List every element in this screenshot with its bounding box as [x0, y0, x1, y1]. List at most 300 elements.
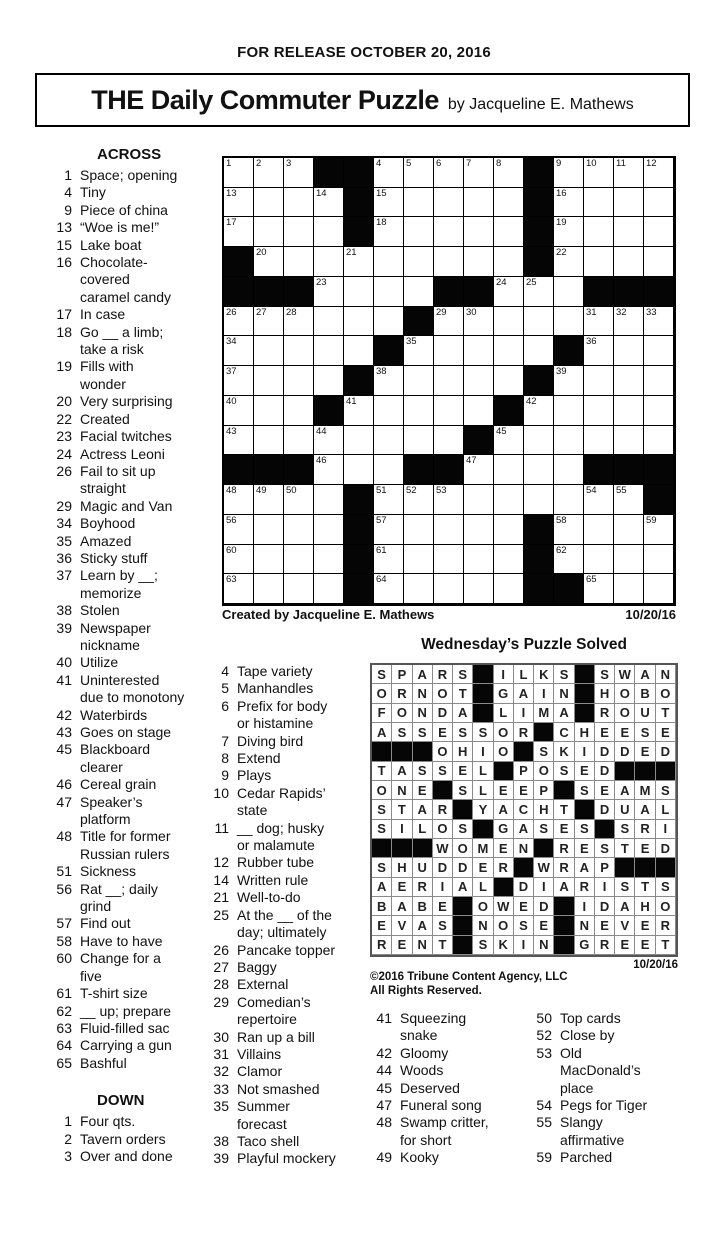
grid-cell[interactable] — [464, 545, 494, 575]
grid-cell[interactable] — [464, 307, 494, 337]
clue-number: 9 — [221, 767, 229, 784]
grid-cell[interactable] — [224, 217, 254, 247]
grid-cell[interactable] — [404, 545, 434, 575]
grid-cell[interactable] — [434, 247, 464, 277]
solved-letter: S — [458, 724, 468, 740]
grid-cell[interactable] — [314, 574, 344, 604]
grid-cell[interactable] — [314, 247, 344, 277]
grid-cell[interactable] — [254, 396, 284, 426]
clue-column-3 — [375, 1010, 535, 1167]
grid-cell[interactable] — [554, 188, 584, 218]
solved-cell — [635, 916, 655, 935]
clue-text: Rubber tube — [237, 854, 315, 871]
solved-letter: E — [498, 840, 508, 856]
cell-number: 40 — [226, 395, 237, 407]
clue-number: 1 — [64, 167, 72, 183]
solved-letter: L — [499, 705, 508, 721]
grid-cell[interactable] — [554, 485, 584, 515]
grid-cell[interactable] — [224, 574, 254, 604]
solved-cell-black — [453, 936, 473, 955]
grid-cell-black — [524, 158, 554, 188]
cell-number: 18 — [376, 217, 387, 229]
grid-cell[interactable] — [494, 188, 524, 218]
solved-letter: N — [579, 917, 589, 933]
grid-cell[interactable] — [224, 336, 254, 366]
grid-cell[interactable] — [644, 336, 674, 366]
grid-cell[interactable] — [524, 455, 554, 485]
clue — [55, 184, 220, 201]
solved-letter: R — [640, 821, 650, 837]
grid-cell[interactable] — [554, 426, 584, 456]
solved-letter: E — [397, 937, 407, 953]
grid-cell[interactable] — [314, 545, 344, 575]
grid-cell[interactable] — [224, 396, 254, 426]
solved-cell-black — [392, 839, 412, 858]
clue-number: 5 — [221, 680, 229, 697]
grid-cell[interactable] — [434, 426, 464, 456]
clue-text: Piece of china — [80, 201, 168, 218]
grid-cell[interactable] — [524, 426, 554, 456]
grid-cell[interactable] — [584, 336, 614, 366]
grid-cell[interactable] — [254, 188, 284, 218]
grid-cell[interactable] — [464, 336, 494, 366]
grid-cell[interactable] — [284, 366, 314, 396]
grid-cell[interactable] — [554, 455, 584, 485]
grid-cell[interactable] — [344, 247, 374, 277]
grid-cell[interactable] — [404, 485, 434, 515]
solved-cell — [595, 704, 615, 723]
grid-cell[interactable] — [614, 217, 644, 247]
grid-cell-black — [404, 455, 434, 485]
grid-cell[interactable] — [434, 485, 464, 515]
grid-cell[interactable] — [314, 455, 344, 485]
grid-cell[interactable] — [254, 426, 284, 456]
solved-cell — [453, 684, 473, 703]
grid-cell[interactable] — [344, 277, 374, 307]
solved-cell — [372, 762, 392, 781]
grid-cell[interactable] — [584, 247, 614, 277]
clue-text: Bashful — [80, 1054, 127, 1071]
grid-cell[interactable] — [434, 515, 464, 545]
grid-cell[interactable] — [254, 307, 284, 337]
solved-cell — [494, 820, 514, 839]
grid-cell[interactable] — [584, 485, 614, 515]
grid-cell[interactable] — [644, 515, 674, 545]
cell-number: 50 — [286, 485, 297, 497]
grid-cell[interactable] — [584, 396, 614, 426]
grid-cell[interactable] — [464, 515, 494, 545]
solved-cell-black — [635, 858, 655, 877]
crossword-grid[interactable] — [222, 156, 676, 606]
grid-cell[interactable] — [494, 336, 524, 366]
grid-cell[interactable] — [284, 426, 314, 456]
grid-cell[interactable] — [374, 515, 404, 545]
clue-number: 25 — [213, 906, 229, 923]
grid-cell[interactable] — [614, 485, 644, 515]
grid-cell[interactable] — [374, 247, 404, 277]
grid-cell[interactable] — [374, 485, 404, 515]
grid-cell[interactable] — [314, 188, 344, 218]
grid-cell[interactable] — [254, 485, 284, 515]
grid-cell[interactable] — [284, 545, 314, 575]
solved-letter: N — [539, 937, 549, 953]
grid-cell[interactable] — [434, 188, 464, 218]
grid-cell[interactable] — [224, 545, 254, 575]
grid-cell[interactable] — [494, 366, 524, 396]
solved-letter: E — [458, 763, 468, 779]
clue-number: 28 — [213, 976, 229, 993]
grid-cell[interactable] — [584, 574, 614, 604]
grid-cell[interactable] — [494, 217, 524, 247]
grid-cell[interactable] — [464, 188, 494, 218]
grid-cell[interactable] — [644, 366, 674, 396]
grid-cell[interactable] — [404, 426, 434, 456]
solved-letter: U — [620, 801, 630, 817]
grid-cell[interactable] — [584, 158, 614, 188]
grid-cell[interactable] — [554, 277, 584, 307]
grid-cell[interactable] — [224, 366, 254, 396]
solved-cell — [413, 665, 433, 684]
grid-cell[interactable] — [374, 574, 404, 604]
grid-cell[interactable] — [524, 396, 554, 426]
grid-cell[interactable] — [644, 545, 674, 575]
grid-cell[interactable] — [374, 366, 404, 396]
clue-number: 58 — [56, 932, 72, 949]
solved-cell — [554, 742, 574, 761]
grid-cell[interactable] — [254, 336, 284, 366]
grid-cell[interactable] — [434, 336, 464, 366]
grid-cell[interactable] — [404, 247, 434, 277]
grid-cell[interactable] — [494, 545, 524, 575]
grid-cell[interactable] — [464, 217, 494, 247]
solved-letter: E — [661, 724, 670, 740]
solved-letter: B — [640, 685, 650, 701]
grid-cell[interactable] — [314, 336, 344, 366]
grid-cell[interactable] — [494, 426, 524, 456]
grid-cell[interactable] — [614, 158, 644, 188]
solved-cell — [554, 878, 574, 897]
grid-cell[interactable] — [344, 307, 374, 337]
solved-cell — [534, 742, 554, 761]
grid-cell[interactable] — [374, 307, 404, 337]
grid-cell[interactable] — [314, 366, 344, 396]
grid-cell[interactable] — [404, 336, 434, 366]
solved-cell — [453, 839, 473, 858]
grid-cell[interactable] — [284, 217, 314, 247]
grid-cell[interactable] — [404, 277, 434, 307]
grid-cell[interactable] — [224, 515, 254, 545]
grid-cell[interactable] — [314, 515, 344, 545]
grid-cell[interactable] — [644, 426, 674, 456]
solved-cell — [615, 800, 635, 819]
cell-number: 6 — [436, 158, 442, 169]
clue-text: Diving bird — [237, 732, 304, 749]
solved-letter: N — [417, 685, 427, 701]
grid-cell[interactable] — [284, 574, 314, 604]
solved-letter: S — [478, 937, 488, 953]
cell-number: 41 — [346, 395, 357, 407]
grid-cell[interactable] — [404, 574, 434, 604]
grid-cell[interactable] — [584, 366, 614, 396]
grid-cell[interactable] — [614, 515, 644, 545]
grid-cell[interactable] — [464, 485, 494, 515]
clue-text: External — [237, 976, 289, 993]
grid-cell[interactable] — [374, 426, 404, 456]
solved-cell — [392, 800, 412, 819]
solved-cell — [494, 665, 514, 684]
grid-cell-black — [554, 574, 584, 604]
grid-cell[interactable] — [464, 396, 494, 426]
grid-cell[interactable] — [284, 158, 314, 188]
clue-text: Extend — [237, 750, 281, 767]
solved-letter: A — [518, 685, 529, 701]
clue-number: 62 — [56, 1002, 72, 1019]
solved-letter: K — [498, 937, 508, 953]
grid-cell[interactable] — [254, 158, 284, 188]
grid-cell[interactable] — [224, 158, 254, 188]
grid-cell[interactable] — [404, 366, 434, 396]
grid-cell[interactable] — [494, 307, 524, 337]
grid-cell[interactable] — [554, 247, 584, 277]
grid-cell[interactable] — [404, 188, 434, 218]
grid-cell[interactable] — [404, 217, 434, 247]
solved-letter: O — [619, 685, 630, 701]
grid-cell[interactable] — [254, 515, 284, 545]
grid-cell[interactable] — [224, 188, 254, 218]
solved-cell — [635, 781, 655, 800]
grid-cell[interactable] — [494, 485, 524, 515]
grid-cell[interactable] — [524, 336, 554, 366]
grid-cell-black — [584, 277, 614, 307]
grid-cell[interactable] — [524, 485, 554, 515]
grid-cell[interactable] — [494, 574, 524, 604]
cell-number: 51 — [376, 485, 387, 497]
solved-cell — [453, 781, 473, 800]
grid-cell[interactable] — [614, 188, 644, 218]
grid-cell[interactable] — [554, 217, 584, 247]
grid-cell[interactable] — [554, 158, 584, 188]
clue-number: 32 — [213, 1063, 229, 1080]
solved-cell — [392, 897, 412, 916]
grid-cell[interactable] — [284, 396, 314, 426]
grid-cell[interactable] — [284, 247, 314, 277]
clue-number: 64 — [56, 1037, 72, 1054]
grid-cell[interactable] — [554, 515, 584, 545]
grid-cell[interactable] — [614, 426, 644, 456]
grid-cell[interactable] — [554, 545, 584, 575]
grid-cell[interactable] — [494, 277, 524, 307]
grid-cell[interactable] — [434, 545, 464, 575]
grid-cell[interactable] — [374, 158, 404, 188]
grid-cell[interactable] — [434, 574, 464, 604]
solved-cell — [433, 916, 453, 935]
solved-letter: R — [397, 685, 407, 701]
grid-cell[interactable] — [644, 396, 674, 426]
cell-number: 64 — [376, 574, 387, 586]
grid-cell[interactable] — [614, 396, 644, 426]
grid-cell[interactable] — [614, 574, 644, 604]
solved-cell — [615, 704, 635, 723]
solved-letter: R — [437, 801, 448, 817]
grid-cell[interactable] — [374, 277, 404, 307]
grid-cell[interactable] — [554, 366, 584, 396]
solved-cell — [392, 762, 412, 781]
grid-cell[interactable] — [434, 307, 464, 337]
grid-cell[interactable] — [254, 217, 284, 247]
grid-cell[interactable] — [644, 188, 674, 218]
clue-text: Funeral song — [400, 1097, 482, 1114]
grid-cell[interactable] — [374, 396, 404, 426]
clue — [535, 1045, 705, 1097]
solved-cell — [473, 781, 493, 800]
solved-letter: I — [440, 879, 445, 895]
grid-cell[interactable] — [464, 247, 494, 277]
grid-cell[interactable] — [494, 515, 524, 545]
solved-letter: E — [620, 937, 630, 953]
grid-cell[interactable] — [644, 158, 674, 188]
grid-cell[interactable] — [434, 217, 464, 247]
clue-number: 26 — [213, 941, 229, 958]
grid-cell[interactable] — [524, 277, 554, 307]
solved-letter: O — [498, 917, 509, 933]
grid-cell-black — [434, 277, 464, 307]
grid-cell[interactable] — [494, 158, 524, 188]
grid-cell[interactable] — [584, 426, 614, 456]
clue-number: 4 — [221, 663, 229, 679]
solved-cell — [473, 878, 493, 897]
grid-cell[interactable] — [374, 217, 404, 247]
grid-cell[interactable] — [284, 336, 314, 366]
solved-letter: S — [539, 821, 549, 837]
grid-cell[interactable] — [614, 247, 644, 277]
grid-cell[interactable] — [494, 455, 524, 485]
grid-cell[interactable] — [494, 247, 524, 277]
clue-number: 10 — [213, 784, 229, 801]
grid-cell[interactable] — [404, 158, 434, 188]
grid-cell[interactable] — [254, 545, 284, 575]
grid-cell[interactable] — [584, 307, 614, 337]
solved-cell — [615, 820, 635, 839]
solved-letter: P — [600, 859, 609, 875]
grid-cell[interactable] — [614, 307, 644, 337]
clue-number: 18 — [56, 323, 72, 340]
grid-cell[interactable] — [404, 515, 434, 545]
grid-cell[interactable] — [644, 217, 674, 247]
solved-letter: W — [537, 859, 550, 875]
cell-number: 36 — [586, 336, 597, 348]
grid-cell[interactable] — [344, 396, 374, 426]
grid-cell[interactable] — [314, 485, 344, 515]
grid-cell[interactable] — [224, 307, 254, 337]
solved-letter: S — [417, 763, 427, 779]
solved-letter: S — [397, 724, 407, 740]
grid-cell[interactable] — [614, 336, 644, 366]
solved-cell — [615, 684, 635, 703]
solved-cell — [433, 723, 453, 742]
solved-cell — [494, 800, 514, 819]
grid-cell[interactable] — [584, 515, 614, 545]
grid-cell[interactable] — [374, 545, 404, 575]
grid-cell[interactable] — [614, 545, 644, 575]
clue-text: Carrying a gun — [80, 1037, 172, 1054]
grid-cell[interactable] — [464, 366, 494, 396]
grid-cell[interactable] — [284, 307, 314, 337]
solved-letter: E — [620, 724, 630, 740]
grid-cell[interactable] — [464, 455, 494, 485]
clue-number: 17 — [56, 306, 72, 323]
clue — [55, 219, 220, 236]
solved-letter: A — [397, 898, 407, 914]
grid-cell[interactable] — [254, 247, 284, 277]
cell-number: 13 — [226, 187, 237, 199]
grid-cell[interactable] — [254, 574, 284, 604]
grid-cell[interactable] — [464, 158, 494, 188]
clue-number: 48 — [376, 1114, 392, 1131]
grid-cell[interactable] — [314, 277, 344, 307]
solved-letter: L — [478, 879, 487, 895]
grid-cell[interactable] — [434, 396, 464, 426]
grid-cell-black — [524, 247, 554, 277]
grid-cell[interactable] — [314, 307, 344, 337]
grid-cell[interactable] — [374, 455, 404, 485]
grid-cell[interactable] — [254, 366, 284, 396]
solved-cell — [656, 684, 676, 703]
solved-cell — [635, 878, 655, 897]
solved-letter: T — [661, 937, 670, 953]
grid-cell[interactable] — [284, 188, 314, 218]
clue-text: Change for a five — [80, 950, 161, 984]
grid-cell[interactable] — [434, 158, 464, 188]
grid-cell[interactable] — [314, 426, 344, 456]
grid-cell[interactable] — [284, 485, 314, 515]
solved-cell — [554, 839, 574, 858]
grid-cell[interactable] — [584, 217, 614, 247]
solved-cell — [514, 916, 534, 935]
solved-letter: S — [438, 917, 447, 933]
grid-cell[interactable] — [344, 336, 374, 366]
grid-cell[interactable] — [434, 366, 464, 396]
created-by-credit: Created by Jacqueline E. Mathews — [222, 607, 435, 622]
grid-cell[interactable] — [614, 366, 644, 396]
grid-cell[interactable] — [644, 247, 674, 277]
grid-cell[interactable] — [554, 307, 584, 337]
grid-cell[interactable] — [644, 307, 674, 337]
grid-cell[interactable] — [584, 188, 614, 218]
cell-number: 22 — [556, 247, 567, 259]
grid-cell[interactable] — [524, 307, 554, 337]
clue-text: Boyhood — [80, 515, 136, 532]
grid-cell[interactable] — [584, 545, 614, 575]
grid-cell[interactable] — [374, 188, 404, 218]
grid-cell[interactable] — [344, 455, 374, 485]
clue — [212, 976, 370, 993]
grid-cell[interactable] — [314, 217, 344, 247]
solved-letter: S — [559, 666, 569, 682]
grid-cell-black — [284, 277, 314, 307]
grid-cell[interactable] — [224, 426, 254, 456]
grid-cell[interactable] — [644, 574, 674, 604]
solved-cell — [453, 858, 473, 877]
grid-cell[interactable] — [554, 396, 584, 426]
grid-cell[interactable] — [404, 396, 434, 426]
grid-cell[interactable] — [284, 515, 314, 545]
grid-cell[interactable] — [224, 485, 254, 515]
grid-cell[interactable] — [464, 574, 494, 604]
grid-cell[interactable] — [344, 426, 374, 456]
solved-cell — [453, 704, 473, 723]
solved-cell — [494, 858, 514, 877]
clue-text: Playful mockery — [237, 1150, 336, 1167]
